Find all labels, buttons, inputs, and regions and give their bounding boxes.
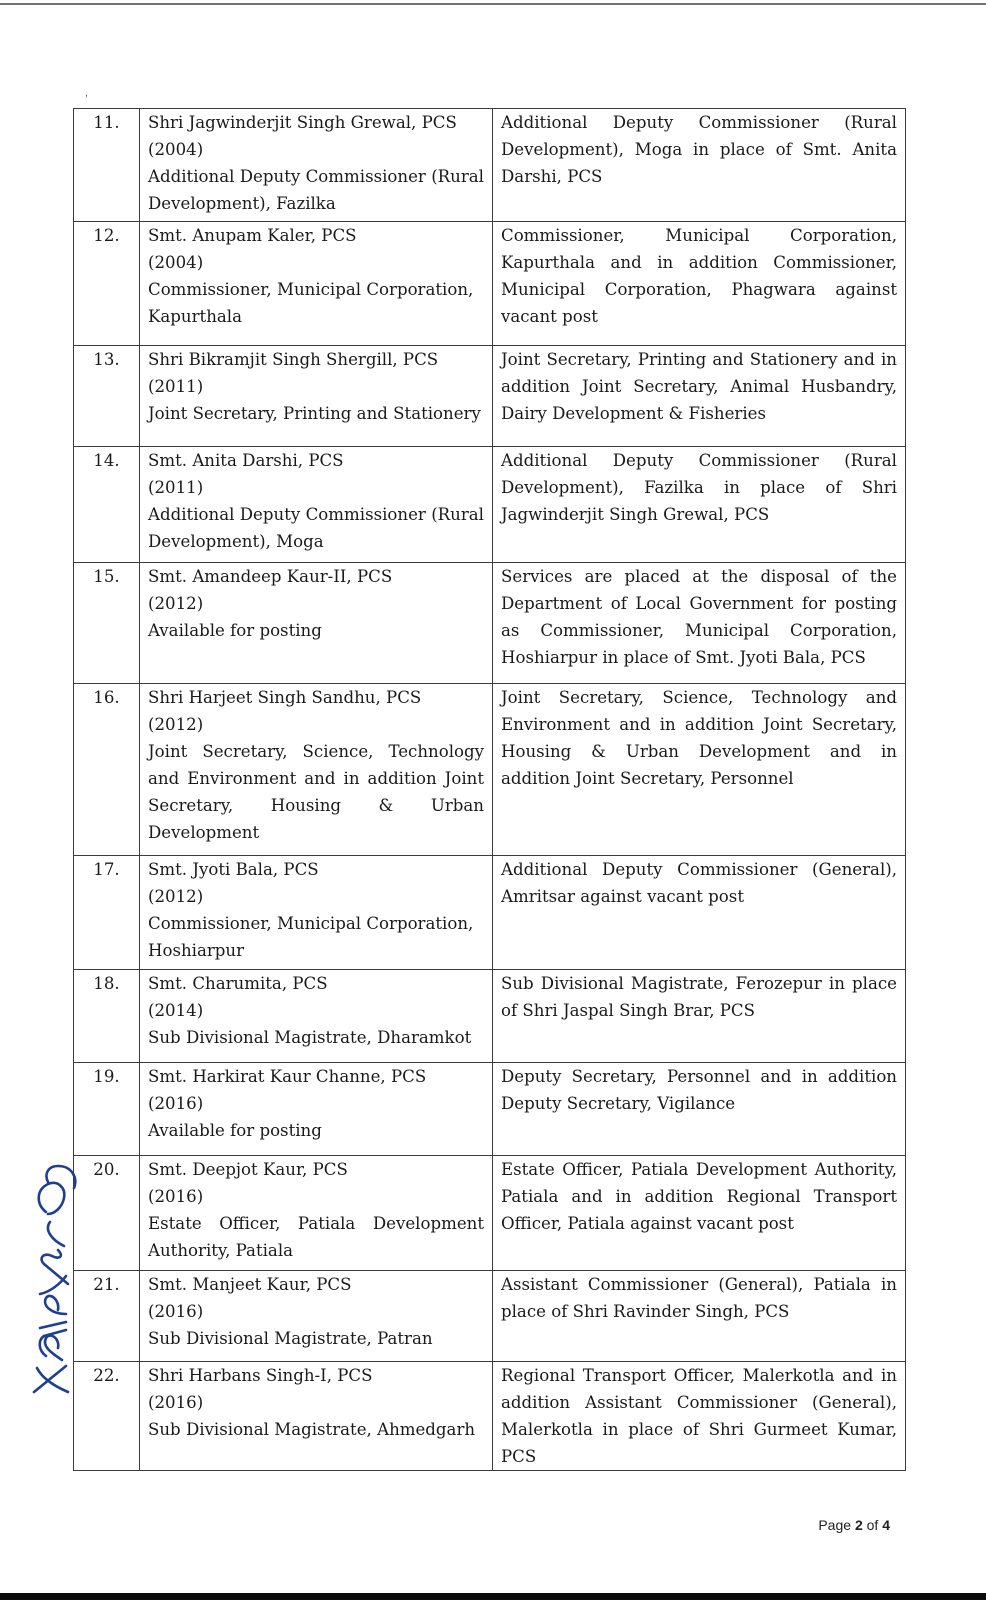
- current-posting: Estate Officer, Patiala Development Authority, Patiala: [148, 1214, 484, 1260]
- officer-batch: (2011): [148, 377, 204, 396]
- table-row: [74, 684, 906, 856]
- officer-cell: [140, 109, 493, 222]
- current-posting: Additional Deputy Commissioner (Rural Development), Moga: [148, 505, 484, 551]
- officer-cell: [140, 1156, 493, 1271]
- officer-cell: [140, 222, 493, 346]
- table-row: [74, 222, 906, 346]
- officer-name: Shri Harbans Singh-I, PCS: [148, 1366, 373, 1385]
- current-posting: Available for posting: [148, 621, 322, 640]
- new-posting-cell: Deputy Secretary, Personnel and in addition Deputy Secretary, Vigilance: [493, 1063, 906, 1156]
- table-row: [74, 1271, 906, 1362]
- page-current: 2: [854, 1517, 863, 1533]
- officer-cell: [140, 856, 493, 970]
- table-row: [74, 1362, 906, 1471]
- new-posting-cell: Additional Deputy Commissioner (Rural Development), Moga in place of Smt. Anita Darshi, PCS: [493, 109, 906, 222]
- officer-cell: [140, 684, 493, 856]
- page-label: Page: [818, 1517, 852, 1533]
- officer-batch: (2016): [148, 1393, 204, 1412]
- new-posting-cell: Additional Deputy Commissioner (Rural Development), Fazilka in place of Shri Jagwinderjit Singh Grewal, PCS: [493, 447, 906, 563]
- current-posting: Sub Divisional Magistrate, Ahmedgarh: [148, 1420, 476, 1439]
- scan-mark: ,: [85, 88, 88, 99]
- new-posting-cell: Estate Officer, Patiala Development Authority, Patiala and in addition Regional Transport Officer, Patiala against vacant post: [493, 1156, 906, 1271]
- current-posting: Sub Divisional Magistrate, Patran: [148, 1329, 433, 1348]
- table-row: [74, 1063, 906, 1156]
- officer-batch: (2012): [148, 594, 204, 613]
- officer-batch: (2004): [148, 253, 204, 272]
- table-row: [74, 563, 906, 684]
- page-number: [818, 1517, 890, 1533]
- officer-batch: (2016): [148, 1094, 204, 1113]
- serial-number-cell: 18.: [74, 970, 140, 1063]
- table-row: [74, 346, 906, 447]
- current-posting: Sub Divisional Magistrate, Dharamkot: [148, 1028, 472, 1047]
- officer-name: Smt. Amandeep Kaur-II, PCS: [148, 567, 393, 586]
- top-border-line: [0, 3, 986, 5]
- new-posting-cell: Joint Secretary, Science, Technology and Environment and in addition Joint Secretary, Housing & Urban Development and in addition Joint Secretary, Personnel: [493, 684, 906, 856]
- officer-batch: (2011): [148, 478, 204, 497]
- page-total: 4: [882, 1517, 890, 1533]
- handwritten-signature: [4, 1160, 90, 1400]
- officer-cell: [140, 1271, 493, 1362]
- serial-number-cell: 22.: [74, 1362, 140, 1471]
- bottom-border-line: [0, 1593, 986, 1600]
- officer-cell: [140, 1063, 493, 1156]
- new-posting-cell: Sub Divisional Magistrate, Ferozepur in place of Shri Jaspal Singh Brar, PCS: [493, 970, 906, 1063]
- officer-batch: (2012): [148, 715, 204, 734]
- officer-name: Smt. Jyoti Bala, PCS: [148, 860, 319, 879]
- serial-number-cell: 19.: [74, 1063, 140, 1156]
- serial-number-cell: 13.: [74, 346, 140, 447]
- officer-name: Smt. Harkirat Kaur Channe, PCS: [148, 1067, 427, 1086]
- serial-number-cell: 17.: [74, 856, 140, 970]
- new-posting-cell: Commissioner, Municipal Corporation, Kapurthala and in addition Commissioner, Municipal Corporation, Phagwara against vacant post: [493, 222, 906, 346]
- new-posting-cell: Services are placed at the disposal of the Department of Local Government for posting as Commissioner, Municipal Corporation, Hoshiarpur in place of Smt. Jyoti Bala, PCS: [493, 563, 906, 684]
- serial-number-cell: 21.: [74, 1271, 140, 1362]
- officer-cell: [140, 563, 493, 684]
- officer-name: Smt. Manjeet Kaur, PCS: [148, 1275, 352, 1294]
- current-posting: Available for posting: [148, 1121, 322, 1140]
- officer-name: Smt. Charumita, PCS: [148, 974, 328, 993]
- officer-batch: (2004): [148, 140, 204, 159]
- officer-name: Smt. Deepjot Kaur, PCS: [148, 1160, 348, 1179]
- current-posting: Commissioner, Municipal Corporation, Hoshiarpur: [148, 914, 474, 960]
- new-posting-cell: Joint Secretary, Printing and Stationery and in addition Joint Secretary, Animal Husbandry, Dairy Development & Fisheries: [493, 346, 906, 447]
- current-posting: Joint Secretary, Printing and Stationery: [148, 404, 481, 423]
- serial-number-cell: 14.: [74, 447, 140, 563]
- officer-batch: (2014): [148, 1001, 204, 1020]
- current-posting: Commissioner, Municipal Corporation, Kapurthala: [148, 280, 474, 326]
- officer-name: Shri Bikramjit Singh Shergill, PCS: [148, 350, 439, 369]
- serial-number-cell: 12.: [74, 222, 140, 346]
- new-posting-cell: Additional Deputy Commissioner (General), Amritsar against vacant post: [493, 856, 906, 970]
- table-row: [74, 1156, 906, 1271]
- page-of: of: [866, 1517, 879, 1533]
- serial-number-cell: 15.: [74, 563, 140, 684]
- table-row: [74, 447, 906, 563]
- officer-cell: [140, 1362, 493, 1471]
- officer-batch: (2012): [148, 887, 204, 906]
- officer-name: Smt. Anita Darshi, PCS: [148, 451, 344, 470]
- officer-cell: [140, 346, 493, 447]
- officer-name: Shri Harjeet Singh Sandhu, PCS: [148, 688, 422, 707]
- officer-cell: [140, 970, 493, 1063]
- current-posting: Joint Secretary, Science, Technology and Environment and in addition Joint Secretary, Housing & Urban Development: [148, 742, 484, 842]
- serial-number-cell: 16.: [74, 684, 140, 856]
- table-row: [74, 970, 906, 1063]
- new-posting-cell: Assistant Commissioner (General), Patiala in place of Shri Ravinder Singh, PCS: [493, 1271, 906, 1362]
- new-posting-cell: Regional Transport Officer, Malerkotla and in addition Assistant Commissioner (General), Malerkotla in place of Shri Gurmeet Kumar, PCS: [493, 1362, 906, 1471]
- posting-table: [73, 108, 906, 1471]
- serial-number-cell: 11.: [74, 109, 140, 222]
- serial-number-cell: 20.: [74, 1156, 140, 1271]
- current-posting: Additional Deputy Commissioner (Rural Development), Fazilka: [148, 167, 484, 213]
- officer-batch: (2016): [148, 1302, 204, 1321]
- table-row: [74, 109, 906, 222]
- officer-name: Shri Jagwinderjit Singh Grewal, PCS: [148, 113, 457, 132]
- officer-cell: [140, 447, 493, 563]
- table-row: [74, 856, 906, 970]
- officer-name: Smt. Anupam Kaler, PCS: [148, 226, 357, 245]
- officer-batch: (2016): [148, 1187, 204, 1206]
